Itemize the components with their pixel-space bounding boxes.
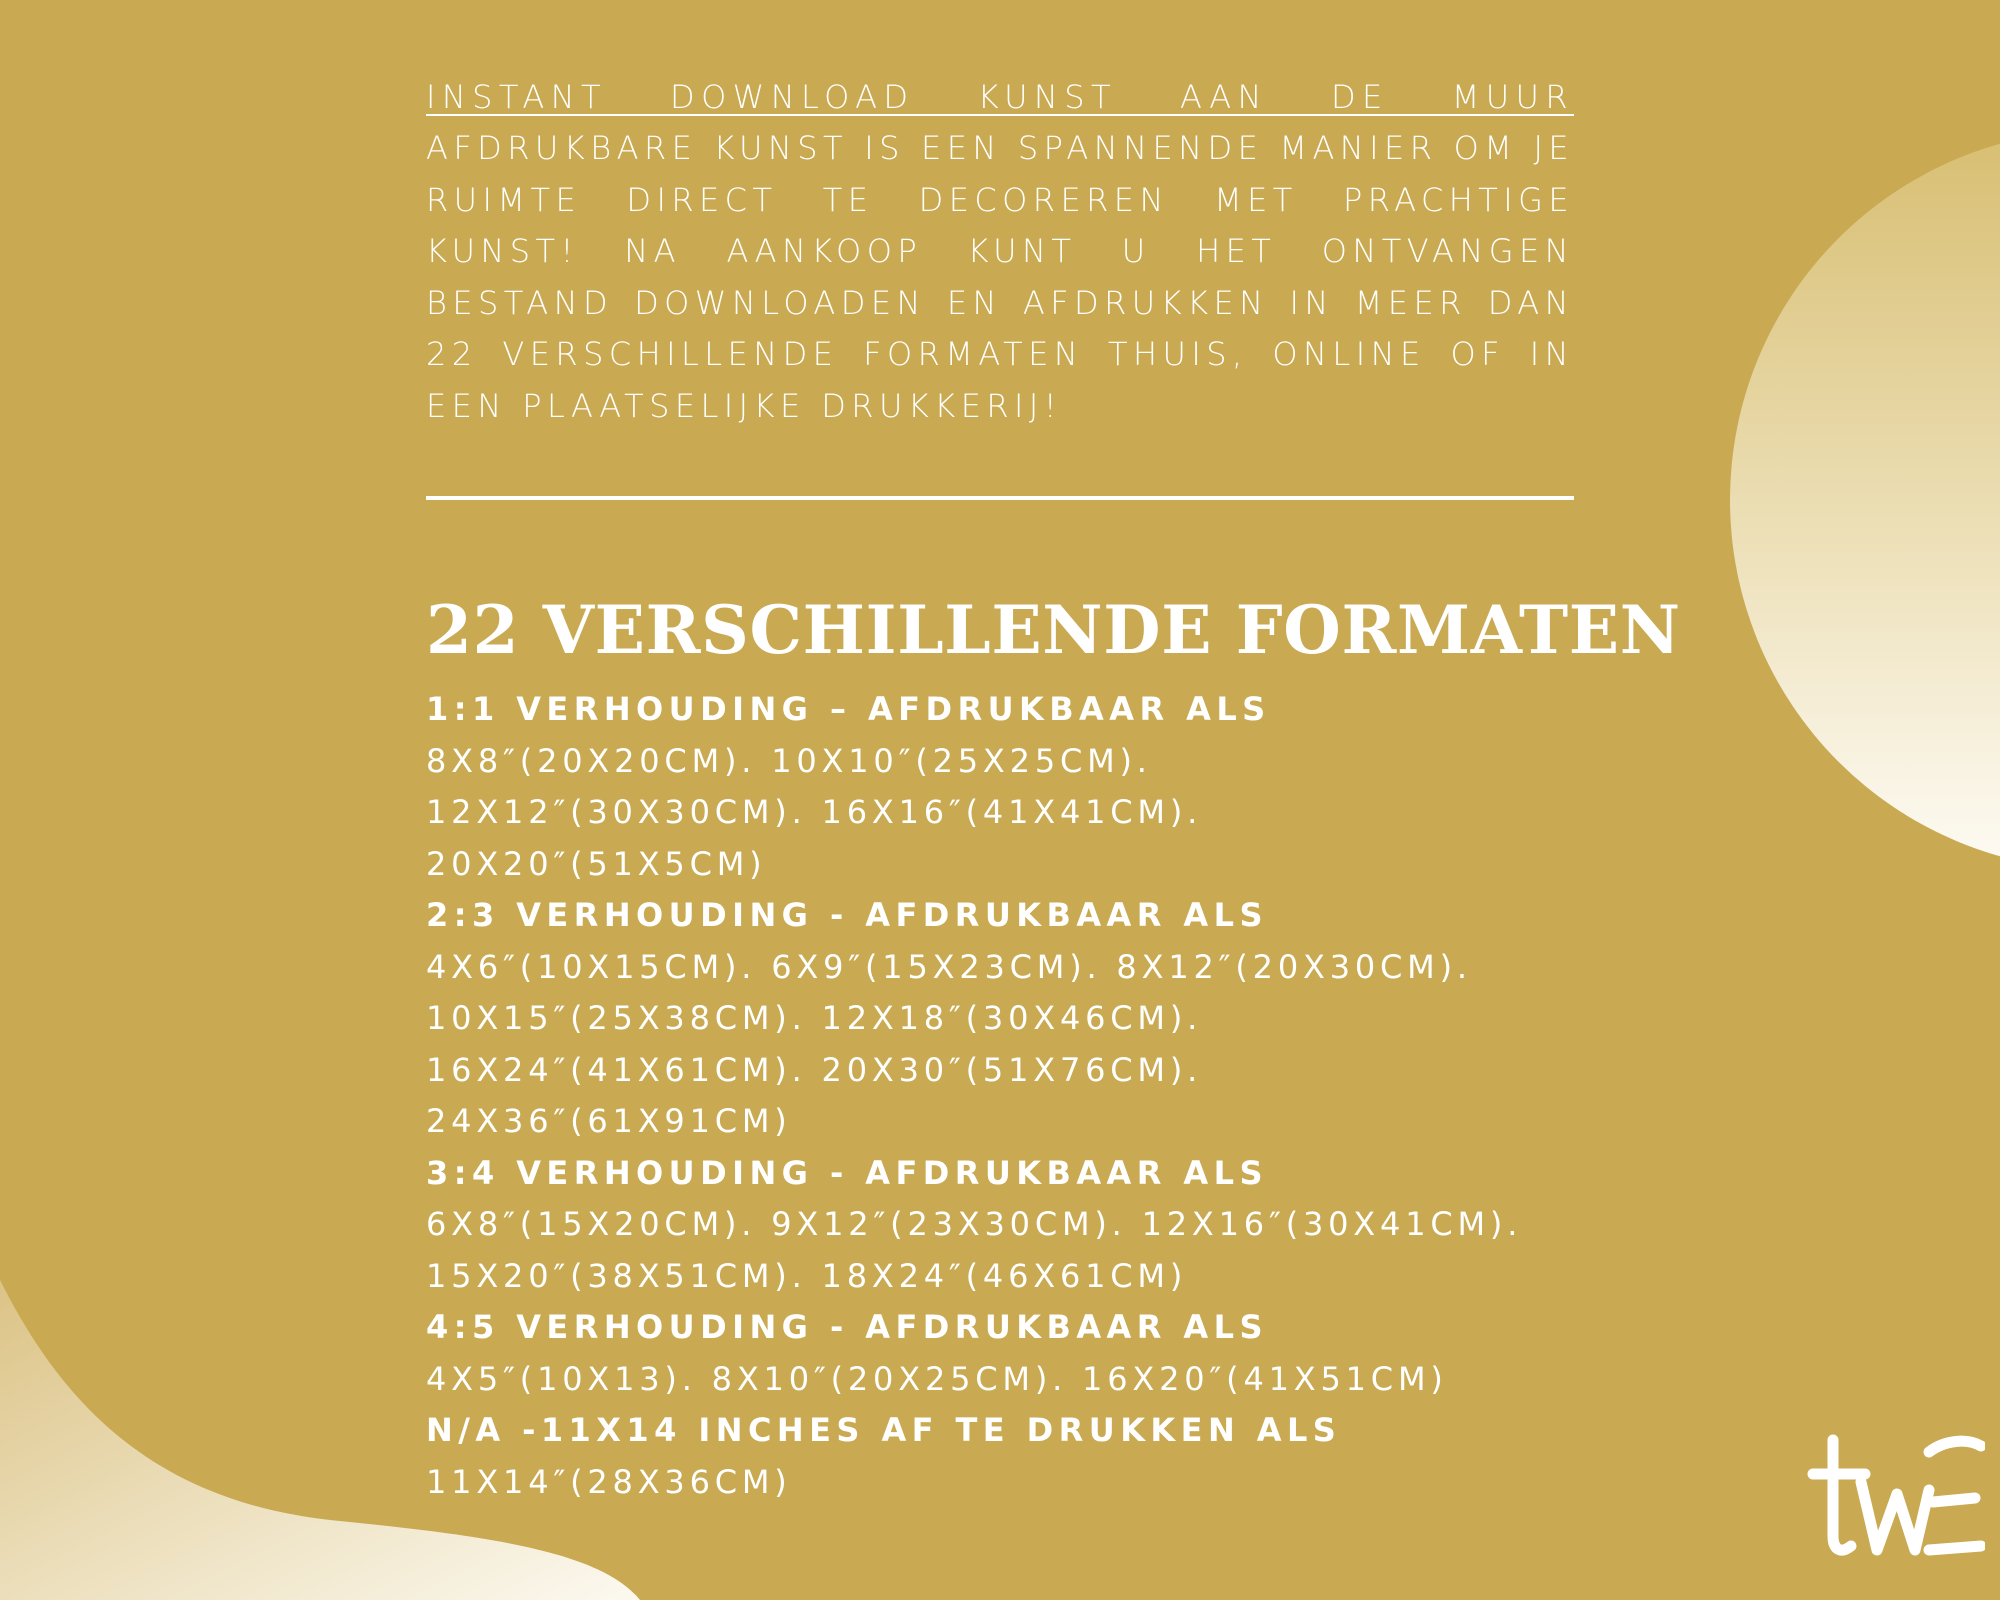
format-title: 3:4 VERHOUDING - AFDRUKBAAR ALS bbox=[426, 1153, 1268, 1192]
right-decorative-circle bbox=[1730, 130, 2000, 870]
format-line: 16X24″(41X61CM). 20X30″(51X76CM). bbox=[426, 1050, 1203, 1089]
format-line: 20X20″(51X5CM) bbox=[426, 844, 767, 883]
format-title: N/A -11X14 INCHES AF TE DRUKKEN ALS bbox=[426, 1411, 1342, 1449]
divider bbox=[426, 496, 1574, 500]
brand-logo bbox=[1805, 1432, 1985, 1562]
formats-list bbox=[426, 684, 1574, 1508]
format-line: 24X36″(61X91CM) bbox=[426, 1102, 792, 1140]
format-line: 15X20″(38X51CM). 18X24″(46X61CM) bbox=[426, 1256, 1188, 1295]
format-line: 12X12″(30X30CM). 16X16″(41X41CM). bbox=[426, 793, 1203, 831]
intro-title: INSTANT DOWNLOAD KUNST AAN DE MUUR bbox=[426, 78, 1574, 116]
format-line: 11X14″(28X36CM) bbox=[426, 1462, 792, 1501]
main-content bbox=[426, 72, 1681, 1508]
format-title: 4:5 VERHOUDING - AFDRUKBAAR ALS bbox=[426, 1308, 1268, 1346]
format-line: 4X5″(10X13). 8X10″(20X25CM). 16X20″(41X51CM) bbox=[426, 1359, 1448, 1398]
intro-text: AFDRUKBARE KUNST IS EEN SPANNENDE MANIER OM JE RUIMTE DIRECT TE DECOREREN MET PRACHTIGE KUNST! NA AANKOOP KUNT U HET ONTVANGEN BESTAND DOWNLOADEN EN AFDRUKKEN IN MEER DAN 22 VERSCHILLENDE FORMATEN THUIS, ONLINE OF IN EEN PLAATSELIJKE DRUKKERIJ! bbox=[426, 129, 1574, 425]
format-title: 2:3 VERHOUDING - AFDRUKBAAR ALS bbox=[426, 896, 1268, 934]
format-line: 8X8″(20X20CM). 10X10″(25X25CM). bbox=[426, 741, 1152, 780]
format-title: 1:1 VERHOUDING – AFDRUKBAAR ALS bbox=[426, 690, 1271, 728]
format-line: 10X15″(25X38CM). 12X18″(30X46CM). bbox=[426, 999, 1203, 1037]
format-line: 6X8″(15X20CM). 9X12″(23X30CM). 12X16″(30X41CM). bbox=[426, 1205, 1523, 1243]
format-line: 4X6″(10X15CM). 6X9″(15X23CM). 8X12″(20X30CM). bbox=[426, 947, 1472, 986]
formats-heading: 22 VERSCHILLENDE FORMATEN bbox=[426, 591, 1681, 669]
